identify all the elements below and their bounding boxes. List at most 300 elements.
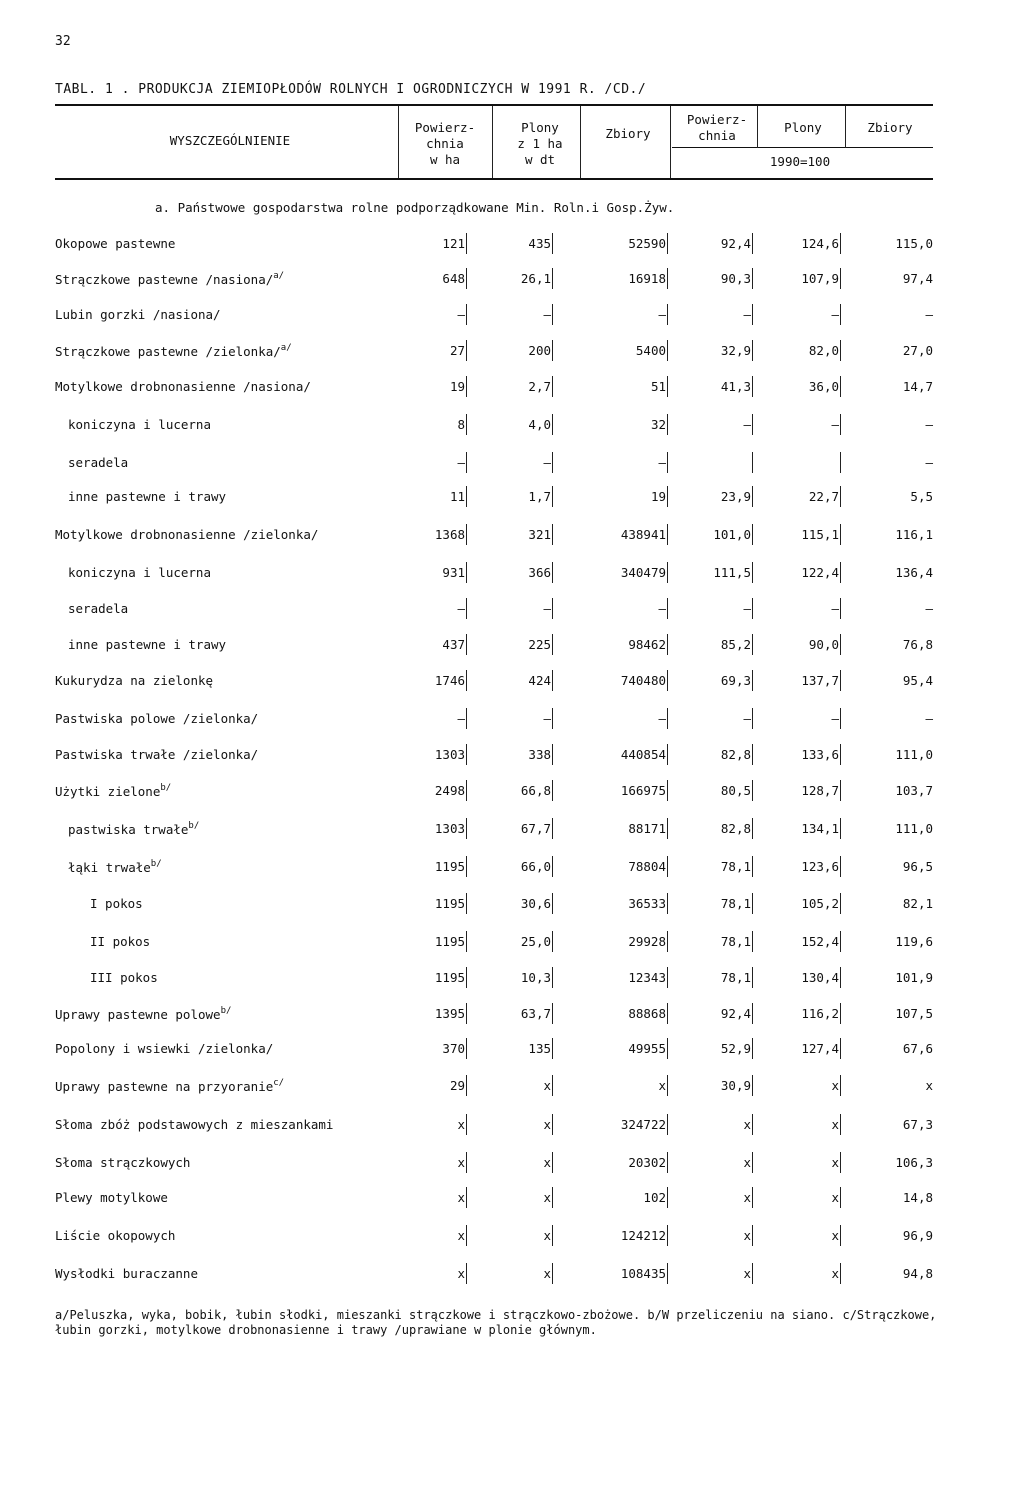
cell-col-3: – [658, 307, 666, 322]
cell-col-1: 1303 [434, 821, 465, 836]
cell-separator [840, 818, 841, 839]
header-col-yield-index: Plony [784, 120, 822, 135]
cell-col-3: 124212 [620, 1228, 666, 1243]
cell-separator [466, 1114, 467, 1135]
cell-separator [466, 452, 467, 473]
cell-separator [752, 1003, 753, 1024]
cell-separator [552, 1038, 553, 1059]
cell-col-2: x [543, 1266, 551, 1281]
cell-col-6: 101,9 [895, 970, 933, 985]
cell-separator [552, 1114, 553, 1135]
cell-col-3: 438941 [620, 527, 666, 542]
cell-col-5: 130,4 [801, 970, 839, 985]
cell-col-3: – [658, 455, 666, 470]
cell-col-1: 1395 [434, 1006, 465, 1021]
cell-col-5: x [831, 1117, 839, 1132]
row-label: Słoma zbóż podstawowych z mieszankami [55, 1117, 334, 1132]
cell-separator [667, 1187, 668, 1208]
cell-separator [552, 856, 553, 877]
cell-col-6: 95,4 [902, 673, 933, 688]
cell-col-5: – [831, 307, 839, 322]
cell-separator [552, 268, 553, 289]
cell-col-6: 5,5 [910, 489, 933, 504]
cell-separator [667, 634, 668, 655]
cell-col-4: 101,0 [713, 527, 751, 542]
cell-separator [552, 340, 553, 361]
cell-col-1: 931 [442, 565, 465, 580]
cell-col-6: – [925, 601, 933, 616]
cell-separator [466, 634, 467, 655]
cell-separator [552, 1263, 553, 1284]
cell-col-2: x [543, 1117, 551, 1132]
cell-separator [667, 376, 668, 397]
cell-col-2: x [543, 1228, 551, 1243]
cell-separator [667, 967, 668, 988]
cell-separator [466, 856, 467, 877]
cell-col-6: – [925, 455, 933, 470]
cell-separator [840, 1263, 841, 1284]
cell-col-5: 115,1 [801, 527, 839, 542]
cell-separator [667, 856, 668, 877]
cell-separator [840, 780, 841, 801]
cell-col-5: 133,6 [801, 747, 839, 762]
header-col-area: Powierz- chnia w ha [414, 120, 476, 167]
cell-separator [552, 524, 553, 545]
cell-col-5: x [831, 1078, 839, 1093]
cell-separator [667, 1263, 668, 1284]
cell-separator [466, 598, 467, 619]
cell-separator [466, 304, 467, 325]
cell-col-5: 123,6 [801, 859, 839, 874]
cell-col-2: x [543, 1190, 551, 1205]
cell-col-3: 12343 [628, 970, 666, 985]
cell-separator [840, 1003, 841, 1024]
cell-col-4: 32,9 [720, 343, 751, 358]
cell-col-1: 1195 [434, 934, 465, 949]
cell-col-4: 82,8 [720, 747, 751, 762]
header-col-yield: Plony z 1 ha w dt [517, 120, 563, 167]
cell-col-3: 88171 [628, 821, 666, 836]
cell-col-6: – [925, 307, 933, 322]
cell-col-1: x [457, 1266, 465, 1281]
cell-col-3: 108435 [620, 1266, 666, 1281]
cell-separator [552, 708, 553, 729]
cell-col-3: 52590 [628, 236, 666, 251]
cell-separator [552, 562, 553, 583]
cell-separator [466, 414, 467, 435]
cell-separator [667, 452, 668, 473]
cell-col-2: 225 [528, 637, 551, 652]
cell-separator [552, 634, 553, 655]
cell-col-2: 4,0 [528, 417, 551, 432]
cell-col-1: 648 [442, 271, 465, 286]
cell-col-1: x [457, 1228, 465, 1243]
cell-col-2: – [543, 455, 551, 470]
cell-col-6: x [925, 1078, 933, 1093]
cell-col-3: 166975 [620, 783, 666, 798]
section-header: a. Państwowe gospodarstwa rolne podporządkowane Min. Roln.i Gosp.Żyw. [155, 200, 675, 215]
row-label: seradela [68, 601, 129, 616]
cell-separator [840, 414, 841, 435]
cell-separator [840, 1225, 841, 1246]
cell-col-4: – [743, 601, 751, 616]
cell-col-2: 67,7 [520, 821, 551, 836]
cell-separator [752, 856, 753, 877]
cell-col-3: 740480 [620, 673, 666, 688]
cell-separator [752, 708, 753, 729]
cell-separator [552, 452, 553, 473]
cell-separator [840, 1187, 841, 1208]
cell-separator [752, 967, 753, 988]
cell-separator [667, 1075, 668, 1096]
cell-col-4: 82,8 [720, 821, 751, 836]
cell-col-3: 88868 [628, 1006, 666, 1021]
cell-separator [840, 268, 841, 289]
cell-separator [840, 304, 841, 325]
cell-separator [552, 233, 553, 254]
table-title: TABL. 1 . PRODUKCJA ZIEMIOPŁODÓW ROLNYCH I OGRODNICZYCH W 1991 R. /CD./ [55, 82, 647, 97]
cell-col-1: 1195 [434, 970, 465, 985]
cell-col-3: 29928 [628, 934, 666, 949]
cell-col-6: – [925, 417, 933, 432]
cell-separator [552, 893, 553, 914]
cell-col-6: 27,0 [902, 343, 933, 358]
cell-separator [752, 931, 753, 952]
cell-separator [466, 670, 467, 691]
cell-col-4: x [743, 1117, 751, 1132]
cell-separator [466, 708, 467, 729]
cell-col-1: 1368 [434, 527, 465, 542]
cell-col-5: x [831, 1190, 839, 1205]
cell-separator [667, 670, 668, 691]
row-label: II pokos [90, 934, 151, 949]
cell-separator [466, 1038, 467, 1059]
cell-separator [752, 1038, 753, 1059]
cell-separator [752, 524, 753, 545]
cell-col-6: 14,8 [902, 1190, 933, 1205]
cell-separator [752, 1152, 753, 1173]
cell-col-1: 121 [442, 236, 465, 251]
cell-col-6: 96,5 [902, 859, 933, 874]
cell-separator [840, 744, 841, 765]
cell-separator [552, 1225, 553, 1246]
page-number: 32 [55, 34, 71, 49]
footnotes: a/Peluszka, wyka, bobik, łubin słodki, mieszanki strączkowe i strączkowo-zbożowe. b/W przeliczeniu na siano. c/Strączkowe, łubin gorzki, motylkowe drobnonasienne i trawy /uprawiane w plonie głównym. [55, 1308, 937, 1337]
cell-separator [667, 562, 668, 583]
cell-col-4: 90,3 [720, 271, 751, 286]
cell-separator [667, 340, 668, 361]
cell-col-4: 41,3 [720, 379, 751, 394]
row-label: Pastwiska trwałe /zielonka/ [55, 747, 259, 762]
cell-separator [752, 233, 753, 254]
cell-col-2: 10,3 [520, 970, 551, 985]
cell-col-1: 1746 [434, 673, 465, 688]
cell-separator [840, 452, 841, 473]
row-label: Motylkowe drobnonasienne /zielonka/ [55, 527, 319, 542]
cell-col-5: 137,7 [801, 673, 839, 688]
header-index-base: 1990=100 [769, 154, 831, 169]
cell-separator [752, 634, 753, 655]
row-label: Uprawy pastewne polowe$^{b/}$ [55, 1006, 232, 1022]
cell-separator [840, 233, 841, 254]
cell-separator [752, 1187, 753, 1208]
cell-separator [840, 598, 841, 619]
cell-separator [667, 893, 668, 914]
cell-separator [752, 1114, 753, 1135]
cell-col-6: 14,7 [902, 379, 933, 394]
cell-col-5: 105,2 [801, 896, 839, 911]
cell-separator [466, 1187, 467, 1208]
cell-separator [752, 1225, 753, 1246]
cell-col-3: – [658, 601, 666, 616]
cell-separator [667, 1038, 668, 1059]
row-label: Uprawy pastewne na przyoranie$^{c/}$ [55, 1078, 285, 1094]
cell-col-4: – [743, 417, 751, 432]
cell-separator [667, 524, 668, 545]
cell-separator [552, 486, 553, 507]
cell-separator [752, 304, 753, 325]
cell-col-2: 26,1 [520, 271, 551, 286]
cell-separator [752, 780, 753, 801]
header-top-rule [55, 104, 933, 106]
cell-separator [466, 931, 467, 952]
header-col-description: WYSZCZEGÓLNIENIE [169, 133, 291, 148]
cell-col-5: 124,6 [801, 236, 839, 251]
row-label: I pokos [90, 896, 143, 911]
cell-col-5: – [831, 417, 839, 432]
header-col-area-index: Powierz- chnia [686, 112, 748, 143]
cell-col-1: – [457, 711, 465, 726]
cell-separator [840, 670, 841, 691]
cell-col-5: 36,0 [808, 379, 839, 394]
cell-col-6: 136,4 [895, 565, 933, 580]
cell-separator [667, 268, 668, 289]
cell-col-6: 115,0 [895, 236, 933, 251]
cell-col-4: – [743, 307, 751, 322]
cell-col-3: 16918 [628, 271, 666, 286]
cell-col-6: – [925, 711, 933, 726]
cell-col-3: x [658, 1078, 666, 1093]
cell-separator [752, 744, 753, 765]
cell-col-3: 102 [643, 1190, 666, 1205]
cell-separator [840, 1114, 841, 1135]
cell-separator [667, 414, 668, 435]
cell-col-4: 80,5 [720, 783, 751, 798]
cell-separator [752, 562, 753, 583]
cell-col-4: 52,9 [720, 1041, 751, 1056]
cell-col-6: 67,3 [902, 1117, 933, 1132]
cell-separator [840, 634, 841, 655]
cell-col-1: 1195 [434, 896, 465, 911]
cell-col-6: 67,6 [902, 1041, 933, 1056]
cell-col-5: x [831, 1155, 839, 1170]
row-label: Okopowe pastewne [55, 236, 176, 251]
cell-col-5: x [831, 1228, 839, 1243]
cell-separator [552, 598, 553, 619]
cell-col-4: 78,1 [720, 970, 751, 985]
cell-col-2: x [543, 1078, 551, 1093]
cell-separator [466, 1225, 467, 1246]
cell-col-6: 97,4 [902, 271, 933, 286]
cell-col-1: 19 [449, 379, 465, 394]
cell-col-2: 200 [528, 343, 551, 358]
cell-separator [840, 708, 841, 729]
cell-separator [552, 967, 553, 988]
row-label: inne pastewne i trawy [68, 489, 227, 504]
cell-col-2: 135 [528, 1041, 551, 1056]
cell-separator [552, 818, 553, 839]
cell-separator [552, 670, 553, 691]
cell-col-4: 78,1 [720, 896, 751, 911]
cell-separator [552, 1003, 553, 1024]
cell-col-2: 25,0 [520, 934, 551, 949]
cell-col-1: – [457, 601, 465, 616]
cell-col-2: – [543, 307, 551, 322]
cell-col-4: x [743, 1155, 751, 1170]
row-label: łąki trwałe$^{b/}$ [68, 859, 162, 875]
cell-col-6: 96,9 [902, 1228, 933, 1243]
cell-col-4: x [743, 1266, 751, 1281]
cell-separator [466, 744, 467, 765]
cell-col-1: 27 [449, 343, 465, 358]
cell-col-2: 321 [528, 527, 551, 542]
cell-col-6: 111,0 [895, 821, 933, 836]
cell-separator [552, 780, 553, 801]
row-label: Motylkowe drobnonasienne /nasiona/ [55, 379, 311, 394]
cell-col-4: x [743, 1228, 751, 1243]
cell-col-1: 437 [442, 637, 465, 652]
cell-col-2: 366 [528, 565, 551, 580]
cell-col-4: 92,4 [720, 236, 751, 251]
cell-col-5: 116,2 [801, 1006, 839, 1021]
cell-separator [552, 1187, 553, 1208]
cell-separator [552, 304, 553, 325]
cell-separator [752, 376, 753, 397]
cell-separator [466, 818, 467, 839]
cell-col-1: – [457, 455, 465, 470]
cell-col-4: – [743, 711, 751, 726]
cell-col-2: 424 [528, 673, 551, 688]
row-label: Strączkowe pastewne /nasiona/$^{a/}$ [55, 271, 285, 287]
cell-separator [466, 1075, 467, 1096]
cell-separator [667, 780, 668, 801]
cell-col-2: 1,7 [528, 489, 551, 504]
row-label: Pastwiska polowe /zielonka/ [55, 711, 259, 726]
row-label: seradela [68, 455, 129, 470]
cell-col-6: 119,6 [895, 934, 933, 949]
cell-col-6: 94,8 [902, 1266, 933, 1281]
row-label: Lubin gorzki /nasiona/ [55, 307, 221, 322]
cell-separator [840, 340, 841, 361]
cell-separator [840, 967, 841, 988]
cell-col-1: 1303 [434, 747, 465, 762]
cell-col-4: 69,3 [720, 673, 751, 688]
cell-separator [667, 1003, 668, 1024]
cell-col-2: 2,7 [528, 379, 551, 394]
cell-col-1: 29 [449, 1078, 465, 1093]
cell-col-4: 111,5 [713, 565, 751, 580]
cell-separator [840, 1075, 841, 1096]
cell-col-3: 78804 [628, 859, 666, 874]
row-label: koniczyna i lucerna [68, 565, 211, 580]
header-index-rule [672, 147, 933, 148]
cell-separator [667, 708, 668, 729]
cell-col-5: 82,0 [808, 343, 839, 358]
cell-separator [667, 1225, 668, 1246]
cell-col-1: x [457, 1117, 465, 1132]
cell-col-1: 370 [442, 1041, 465, 1056]
cell-separator [552, 1075, 553, 1096]
cell-col-1: – [457, 307, 465, 322]
header-col-harvest: Zbiory [605, 126, 651, 141]
row-label: Wysłodki buraczanne [55, 1266, 198, 1281]
cell-separator [840, 856, 841, 877]
cell-col-2: – [543, 711, 551, 726]
row-label: koniczyna i lucerna [68, 417, 211, 432]
cell-col-1: 11 [449, 489, 465, 504]
row-label: Strączkowe pastewne /zielonka/$^{a/}$ [55, 343, 292, 359]
cell-col-4: 78,1 [720, 934, 751, 949]
cell-separator [840, 893, 841, 914]
cell-separator [466, 1003, 467, 1024]
cell-col-5: 122,4 [801, 565, 839, 580]
cell-col-5: 22,7 [808, 489, 839, 504]
cell-col-1: 1195 [434, 859, 465, 874]
cell-col-3: 324722 [620, 1117, 666, 1132]
cell-col-2: – [543, 601, 551, 616]
cell-col-2: 435 [528, 236, 551, 251]
cell-col-3: 5400 [635, 343, 666, 358]
cell-col-1: x [457, 1190, 465, 1205]
cell-col-6: 103,7 [895, 783, 933, 798]
header-bottom-rule [55, 178, 933, 180]
cell-separator [466, 893, 467, 914]
cell-separator [552, 414, 553, 435]
cell-separator [466, 1263, 467, 1284]
cell-col-2: 338 [528, 747, 551, 762]
cell-col-5: 127,4 [801, 1041, 839, 1056]
cell-col-5: – [831, 711, 839, 726]
cell-col-5: 128,7 [801, 783, 839, 798]
cell-col-3: 20302 [628, 1155, 666, 1170]
cell-separator [667, 486, 668, 507]
row-label: III pokos [90, 970, 158, 985]
cell-col-4: x [743, 1190, 751, 1205]
cell-separator [840, 562, 841, 583]
cell-separator [667, 744, 668, 765]
cell-col-3: 36533 [628, 896, 666, 911]
cell-col-4: 78,1 [720, 859, 751, 874]
cell-col-6: 107,5 [895, 1006, 933, 1021]
cell-separator [840, 376, 841, 397]
cell-col-2: 66,8 [520, 783, 551, 798]
cell-separator [840, 931, 841, 952]
cell-col-6: 111,0 [895, 747, 933, 762]
cell-col-3: 19 [650, 489, 666, 504]
cell-separator [466, 340, 467, 361]
cell-col-4: 85,2 [720, 637, 751, 652]
cell-col-2: 30,6 [520, 896, 551, 911]
cell-col-3: 49955 [628, 1041, 666, 1056]
cell-separator [752, 486, 753, 507]
cell-col-6: 116,1 [895, 527, 933, 542]
cell-col-3: 98462 [628, 637, 666, 652]
cell-separator [752, 893, 753, 914]
row-label: Użytki zielone$^{b/}$ [55, 783, 172, 799]
cell-separator [466, 376, 467, 397]
cell-separator [752, 452, 753, 473]
cell-col-1: x [457, 1155, 465, 1170]
